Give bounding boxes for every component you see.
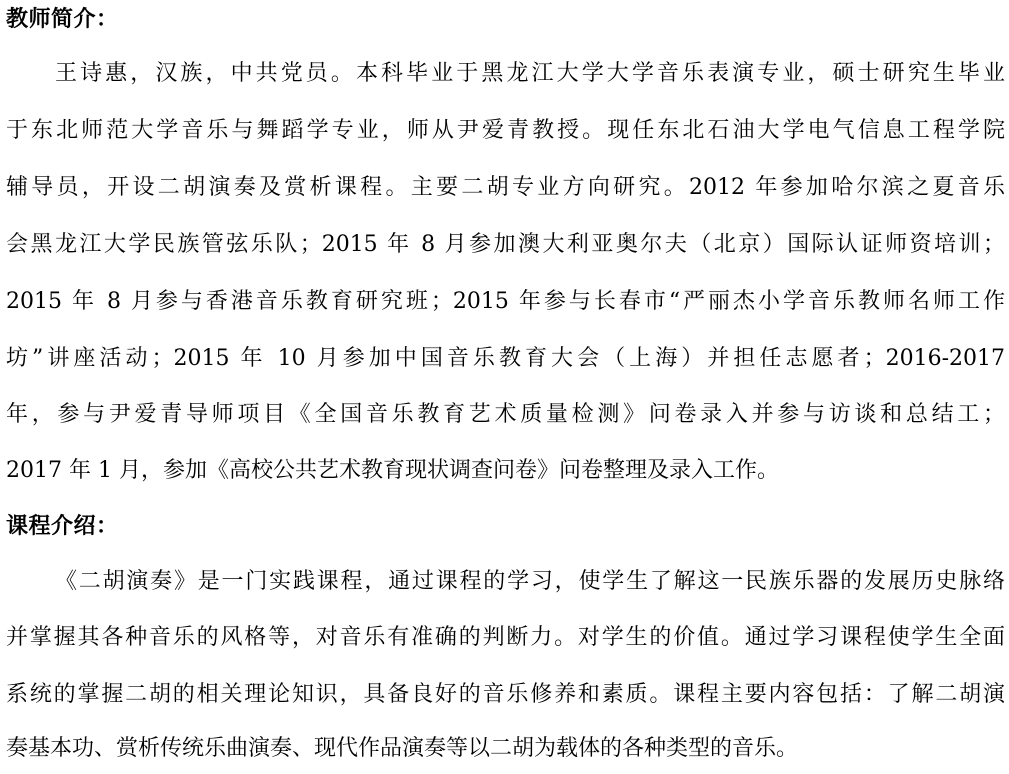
course-intro-line: 并掌握其各种音乐的风格等，对音乐有准确的判断力。对学生的价值。通过学习课程使学生全面 <box>6 625 1005 650</box>
teacher-intro-heading: 教师简介： <box>6 6 119 32</box>
course-intro-heading: 课程介绍： <box>6 513 119 539</box>
teacher-intro-line: 王诗惠，汉族，中共党员。本科毕业于黑龙江大学大学音乐表演专业，硕士研究生毕业 <box>55 61 1005 86</box>
teacher-intro-line: 于东北师范大学音乐与舞蹈学专业，师从尹爱青教授。现任东北石油大学电气信息工程学院 <box>6 118 1005 143</box>
teacher-intro-line: 辅导员，开设二胡演奏及赏析课程。主要二胡专业方向研究。2012 年参加哈尔滨之夏音乐 <box>6 175 1005 200</box>
teacher-intro-line: 2015 年 8 月参与香港音乐教育研究班；2015 年参与长春市“严丽杰小学音乐教师名师工作 <box>6 289 1005 314</box>
teacher-intro-line: 2017 年 1 月，参加《高校公共艺术教育现状调查问卷》问卷整理及录入工作。 <box>6 458 779 483</box>
teacher-intro-line: 坊”讲座活动；2015 年 10 月参加中国音乐教育大会（上海）并担任志愿者；2016-2017 <box>6 346 1005 371</box>
teacher-intro-line: 年，参与尹爱青导师项目《全国音乐教育艺术质量检测》问卷录入并参与访谈和总结工； <box>6 402 1005 427</box>
teacher-intro-line: 会黑龙江大学民族管弦乐队；2015 年 8 月参加澳大利亚奥尔夫（北京）国际认证师资培训； <box>6 232 1005 257</box>
course-intro-line: 系统的掌握二胡的相关理论知识，具备良好的音乐修养和素质。课程主要内容包括：了解二胡演 <box>6 682 1005 707</box>
course-intro-line: 《二胡演奏》是一门实践课程，通过课程的学习，使学生了解这一民族乐器的发展历史脉络 <box>55 569 1005 594</box>
course-intro-line: 奏基本功、赏析传统乐曲演奏、现代作品演奏等以二胡为载体的各种类型的音乐。 <box>6 736 799 761</box>
